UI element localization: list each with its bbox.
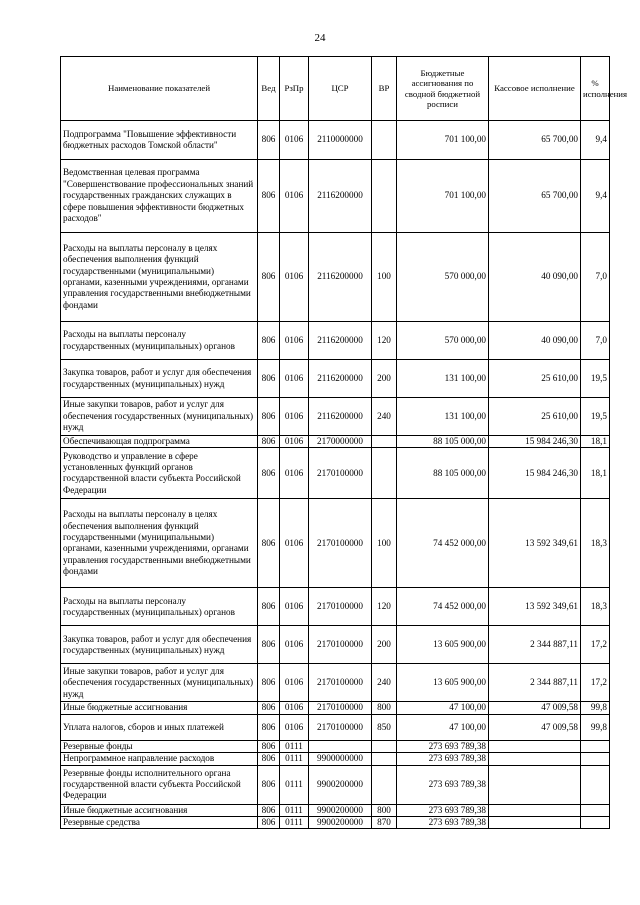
cell-vr: 850 [372, 714, 397, 740]
cell-pct: 9,4 [581, 121, 610, 160]
cell-rzpr: 0106 [280, 233, 309, 322]
cell-name: Руководство и управление в сфере установленных функций органов государственной власти субъекта Российской Федерации [61, 448, 258, 499]
cell-cash: 15 984 246,30 [489, 448, 581, 499]
cell-rzpr: 0106 [280, 448, 309, 499]
cell-csr: 2116200000 [309, 322, 372, 360]
table-row [61, 664, 610, 702]
header-name: Наименование показателей [61, 57, 258, 121]
cell-pct: 17,2 [581, 664, 610, 702]
cell-cash: 65 700,00 [489, 160, 581, 233]
cell-rzpr: 0106 [280, 160, 309, 233]
table-row [61, 702, 610, 714]
cell-name: Расходы на выплаты персоналу государственных (муниципальных) органов [61, 322, 258, 360]
cell-csr [309, 740, 372, 752]
cell-pct: 18,3 [581, 588, 610, 626]
cell-name: Подпрограмма "Повышение эффективности бюджетных расходов Томской области" [61, 121, 258, 160]
cell-pct: 9,4 [581, 160, 610, 233]
cell-ved: 806 [258, 664, 280, 702]
cell-name: Резервные средства [61, 817, 258, 829]
cell-assignments: 74 452 000,00 [397, 588, 489, 626]
header-pct: % исполнения [581, 57, 610, 121]
cell-vr: 800 [372, 702, 397, 714]
cell-assignments: 273 693 789,38 [397, 740, 489, 752]
cell-vr [372, 436, 397, 448]
cell-cash [489, 753, 581, 765]
cell-vr: 240 [372, 398, 397, 436]
cell-cash [489, 740, 581, 752]
cell-name: Иные бюджетные ассигнования [61, 804, 258, 816]
cell-ved: 806 [258, 121, 280, 160]
cell-ved: 806 [258, 817, 280, 829]
cell-csr: 2116200000 [309, 160, 372, 233]
table-row [61, 765, 610, 804]
cell-vr [372, 740, 397, 752]
cell-rzpr: 0106 [280, 626, 309, 664]
cell-ved: 806 [258, 160, 280, 233]
cell-assignments: 701 100,00 [397, 160, 489, 233]
cell-pct: 99,8 [581, 714, 610, 740]
cell-name: Иные бюджетные ассигнования [61, 702, 258, 714]
cell-name: Уплата налогов, сборов и иных платежей [61, 714, 258, 740]
cell-vr: 120 [372, 588, 397, 626]
cell-ved: 806 [258, 626, 280, 664]
cell-cash: 47 009,58 [489, 714, 581, 740]
cell-assignments: 273 693 789,38 [397, 753, 489, 765]
cell-ved: 806 [258, 448, 280, 499]
table-row [61, 448, 610, 499]
cell-cash [489, 804, 581, 816]
cell-cash [489, 765, 581, 804]
cell-rzpr: 0106 [280, 702, 309, 714]
cell-pct [581, 765, 610, 804]
cell-assignments: 701 100,00 [397, 121, 489, 160]
cell-pct: 7,0 [581, 322, 610, 360]
cell-pct: 7,0 [581, 233, 610, 322]
table-row [61, 499, 610, 588]
cell-pct: 18,3 [581, 499, 610, 588]
cell-assignments: 570 000,00 [397, 322, 489, 360]
cell-pct: 18,1 [581, 436, 610, 448]
cell-rzpr: 0111 [280, 740, 309, 752]
cell-csr: 2170100000 [309, 702, 372, 714]
cell-ved: 806 [258, 233, 280, 322]
cell-csr: 9900000000 [309, 753, 372, 765]
table-row [61, 436, 610, 448]
cell-vr: 100 [372, 233, 397, 322]
cell-rzpr: 0106 [280, 436, 309, 448]
cell-csr: 9900200000 [309, 765, 372, 804]
cell-cash: 47 009,58 [489, 702, 581, 714]
cell-cash: 65 700,00 [489, 121, 581, 160]
cell-cash: 40 090,00 [489, 233, 581, 322]
cell-assignments: 570 000,00 [397, 233, 489, 322]
cell-cash [489, 817, 581, 829]
cell-vr: 200 [372, 360, 397, 398]
cell-csr: 2170100000 [309, 626, 372, 664]
cell-csr: 2170100000 [309, 499, 372, 588]
cell-rzpr: 0106 [280, 398, 309, 436]
cell-assignments: 13 605 900,00 [397, 664, 489, 702]
table-header-row [61, 57, 610, 121]
cell-vr [372, 765, 397, 804]
cell-name: Ведомственная целевая программа "Совершенствование профессиональных знаний государственных гражданских служащих в сфере повышения эффективности бюджетных расходов" [61, 160, 258, 233]
cell-rzpr: 0111 [280, 753, 309, 765]
cell-vr: 800 [372, 804, 397, 816]
cell-vr [372, 448, 397, 499]
cell-vr [372, 753, 397, 765]
cell-pct [581, 753, 610, 765]
cell-vr: 100 [372, 499, 397, 588]
cell-rzpr: 0111 [280, 765, 309, 804]
cell-cash: 15 984 246,30 [489, 436, 581, 448]
cell-name: Расходы на выплаты персоналу государственных (муниципальных) органов [61, 588, 258, 626]
cell-csr: 2116200000 [309, 233, 372, 322]
cell-ved: 806 [258, 322, 280, 360]
cell-cash: 13 592 349,61 [489, 588, 581, 626]
cell-ved: 806 [258, 499, 280, 588]
cell-ved: 806 [258, 714, 280, 740]
cell-vr: 120 [372, 322, 397, 360]
cell-name: Расходы на выплаты персоналу в целях обеспечения выполнения функций государственными (муниципальными) органами, казенными учреждениями, органами управления государственными внебюджетными фондами [61, 233, 258, 322]
cell-vr: 240 [372, 664, 397, 702]
cell-pct: 99,8 [581, 702, 610, 714]
cell-rzpr: 0106 [280, 360, 309, 398]
cell-pct [581, 740, 610, 752]
header-vr: ВР [372, 57, 397, 121]
cell-csr: 2170100000 [309, 588, 372, 626]
cell-assignments: 273 693 789,38 [397, 765, 489, 804]
cell-assignments: 273 693 789,38 [397, 804, 489, 816]
cell-csr: 2116200000 [309, 360, 372, 398]
cell-rzpr: 0106 [280, 588, 309, 626]
cell-rzpr: 0111 [280, 817, 309, 829]
budget-execution-table [60, 56, 628, 829]
cell-rzpr: 0111 [280, 804, 309, 816]
cell-pct [581, 804, 610, 816]
cell-cash: 13 592 349,61 [489, 499, 581, 588]
cell-csr: 9900200000 [309, 817, 372, 829]
cell-cash: 2 344 887,11 [489, 626, 581, 664]
cell-pct: 19,5 [581, 360, 610, 398]
cell-pct: 19,5 [581, 398, 610, 436]
cell-rzpr: 0106 [280, 322, 309, 360]
cell-pct: 18,1 [581, 448, 610, 499]
cell-cash: 40 090,00 [489, 322, 581, 360]
cell-csr: 9900200000 [309, 804, 372, 816]
cell-rzpr: 0106 [280, 714, 309, 740]
cell-assignments: 47 100,00 [397, 714, 489, 740]
cell-csr: 2110000000 [309, 121, 372, 160]
table-row [61, 626, 610, 664]
cell-ved: 806 [258, 804, 280, 816]
cell-name: Закупка товаров, работ и услуг для обеспечения государственных (муниципальных) нужд [61, 360, 258, 398]
table-row [61, 753, 610, 765]
cell-csr: 2116200000 [309, 398, 372, 436]
cell-ved: 806 [258, 360, 280, 398]
cell-rzpr: 0106 [280, 499, 309, 588]
cell-csr: 2170000000 [309, 436, 372, 448]
table-row [61, 121, 610, 160]
cell-csr: 2170100000 [309, 714, 372, 740]
cell-vr: 870 [372, 817, 397, 829]
cell-name: Резервные фонды [61, 740, 258, 752]
cell-name: Резервные фонды исполнительного органа государственной власти субъекта Российской Федерации [61, 765, 258, 804]
cell-assignments: 88 105 000,00 [397, 448, 489, 499]
table-row [61, 398, 610, 436]
table-body [61, 121, 610, 829]
cell-cash: 25 610,00 [489, 360, 581, 398]
page-number: 24 [314, 32, 326, 44]
cell-rzpr: 0106 [280, 664, 309, 702]
cell-ved: 806 [258, 765, 280, 804]
cell-ved: 806 [258, 436, 280, 448]
table-row [61, 714, 610, 740]
table-row [61, 817, 610, 829]
table-row [61, 233, 610, 322]
cell-vr [372, 121, 397, 160]
cell-assignments: 131 100,00 [397, 398, 489, 436]
cell-ved: 806 [258, 740, 280, 752]
cell-cash: 25 610,00 [489, 398, 581, 436]
cell-pct [581, 817, 610, 829]
header-assignments: Бюджетные ассигнования по сводной бюджетной росписи [397, 57, 489, 121]
cell-name: Иные закупки товаров, работ и услуг для обеспечения государственных (муниципальных) нужд [61, 664, 258, 702]
cell-csr: 2170100000 [309, 448, 372, 499]
table-row [61, 360, 610, 398]
header-cash: Кассовое исполнение [489, 57, 581, 121]
cell-assignments: 13 605 900,00 [397, 626, 489, 664]
cell-assignments: 131 100,00 [397, 360, 489, 398]
header-csr: ЦСР [309, 57, 372, 121]
cell-vr: 200 [372, 626, 397, 664]
cell-ved: 806 [258, 398, 280, 436]
cell-rzpr: 0106 [280, 121, 309, 160]
cell-assignments: 47 100,00 [397, 702, 489, 714]
cell-name: Обеспечивающая подпрограмма [61, 436, 258, 448]
cell-ved: 806 [258, 588, 280, 626]
cell-assignments: 74 452 000,00 [397, 499, 489, 588]
table-row [61, 740, 610, 752]
table-row [61, 588, 610, 626]
cell-vr [372, 160, 397, 233]
cell-cash: 2 344 887,11 [489, 664, 581, 702]
cell-assignments: 88 105 000,00 [397, 436, 489, 448]
cell-name: Иные закупки товаров, работ и услуг для обеспечения государственных (муниципальных) нужд [61, 398, 258, 436]
cell-ved: 806 [258, 702, 280, 714]
cell-assignments: 273 693 789,38 [397, 817, 489, 829]
cell-csr: 2170100000 [309, 664, 372, 702]
header-ved: Вед [258, 57, 280, 121]
cell-name: Расходы на выплаты персоналу в целях обеспечения выполнения функций государственными (муниципальными) органами, казенными учреждениями, органами управления государственными внебюджетными фондами [61, 499, 258, 588]
cell-name: Непрограммное направление расходов [61, 753, 258, 765]
table-row [61, 804, 610, 816]
cell-name: Закупка товаров, работ и услуг для обеспечения государственных (муниципальных) нужд [61, 626, 258, 664]
header-rzpr: РзПр [280, 57, 309, 121]
cell-ved: 806 [258, 753, 280, 765]
table-row [61, 160, 610, 233]
cell-pct: 17,2 [581, 626, 610, 664]
table-row [61, 322, 610, 360]
